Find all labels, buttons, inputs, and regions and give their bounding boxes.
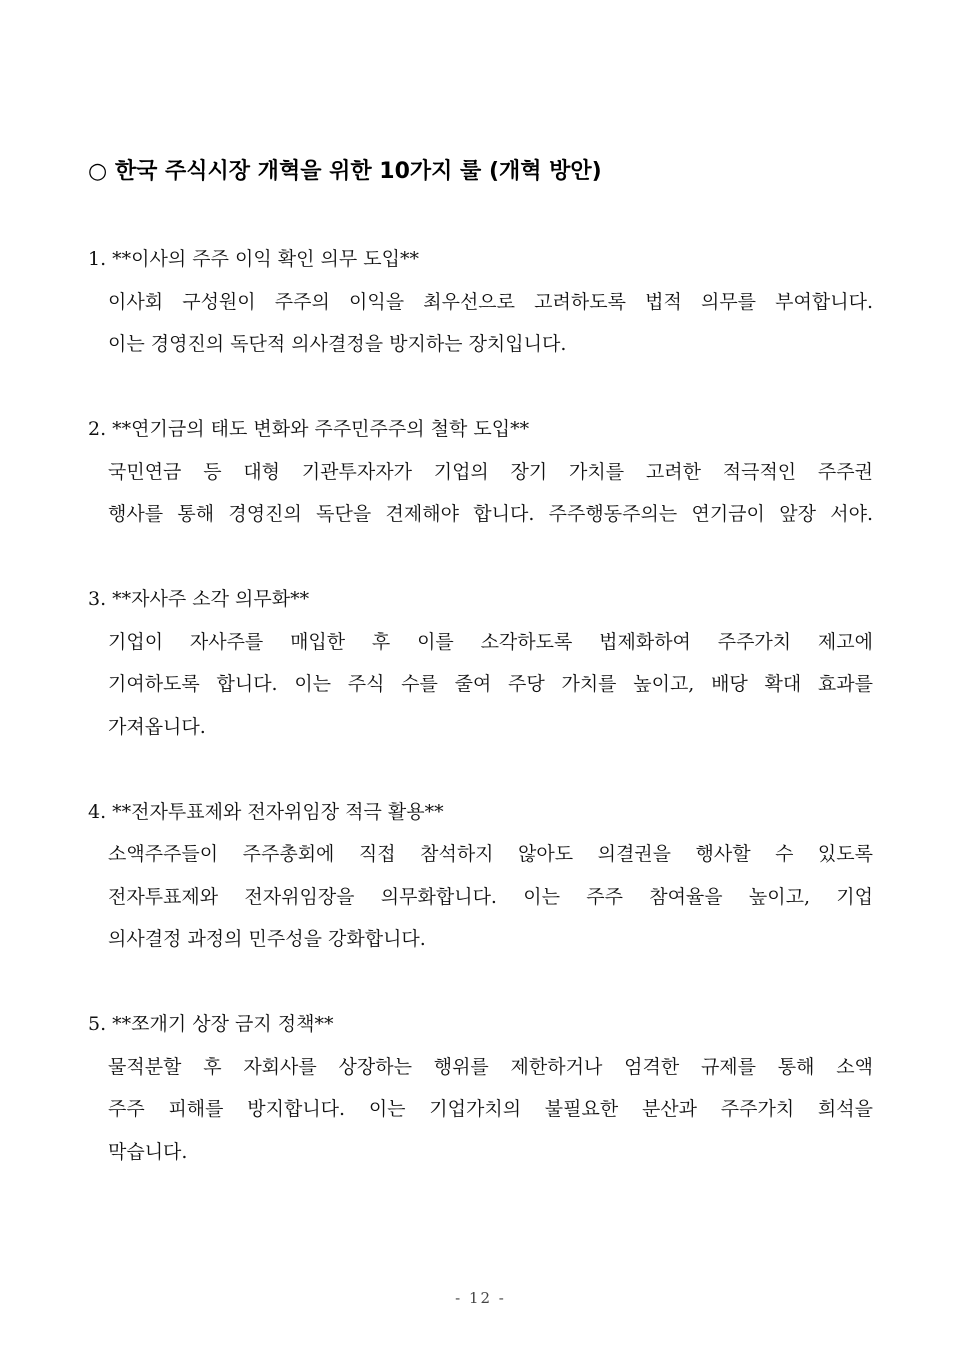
body-line: 행사를 통해 경영진의 독단을 견제해야 합니다. 주주행동주의는 연기금이 앞장 서야. [108,503,873,525]
list-item [88,791,873,961]
reform-list [88,238,873,1216]
body-line: 의사결정 과정의 민주성을 강화합니다. [108,928,426,950]
list-item [88,1003,873,1173]
body-line: 기업이 자사주를 매입한 후 이를 소각하도록 법제화하여 주주가치 제고에 [108,630,873,653]
list-item [88,238,873,366]
body-line: 이는 경영진의 독단적 의사결정을 방지하는 장치입니다. [108,333,567,355]
item-heading: 4. **전자투표제와 전자위임장 적극 활용** [88,800,444,823]
body-line: 물적분할 후 자회사를 상장하는 행위를 제한하거나 엄격한 규제를 통해 소액 [108,1055,873,1078]
item-heading: 1. **이사의 주주 이익 확인 의무 도입** [88,248,419,270]
item-heading: 3. **자사주 소각 의무화** [88,588,310,610]
item-heading: 2. **연기금의 태도 변화와 주주민주주의 철학 도입** [88,418,530,440]
body-line: 전자투표제와 전자위임장을 의무화합니다. 이는 주주 참여율을 높이고, 기업 [108,885,873,908]
list-item [88,408,873,536]
page-title: ○ 한국 주식시장 개혁을 위한 10가지 룰 (개혁 방안) [88,159,602,184]
body-line: 소액주주들이 주주총회에 직접 참석하지 않아도 의결권을 행사할 수 있도록 [108,843,873,865]
body-line: 기여하도록 합니다. 이는 주식 수를 줄여 주당 가치를 높이고, 배당 확대 효과를 [108,673,873,695]
body-line: 가져옵니다. [108,715,206,738]
body-line: 막습니다. [108,1140,188,1163]
body-line: 국민연금 등 대형 기관투자자가 기업의 장기 가치를 고려한 적극적인 주주권 [108,460,873,483]
body-line: 이사회 구성원이 주주의 이익을 최우선으로 고려하도록 법적 의무를 부여합니다. [108,290,873,313]
item-heading: 5. **쪼개기 상장 금지 정책** [88,1013,334,1035]
page-number: - 12 - [455,1289,506,1307]
list-item [88,578,873,748]
body-line: 주주 피해를 방지합니다. 이는 기업가치의 불필요한 분산과 주주가치 희석을 [108,1098,873,1120]
